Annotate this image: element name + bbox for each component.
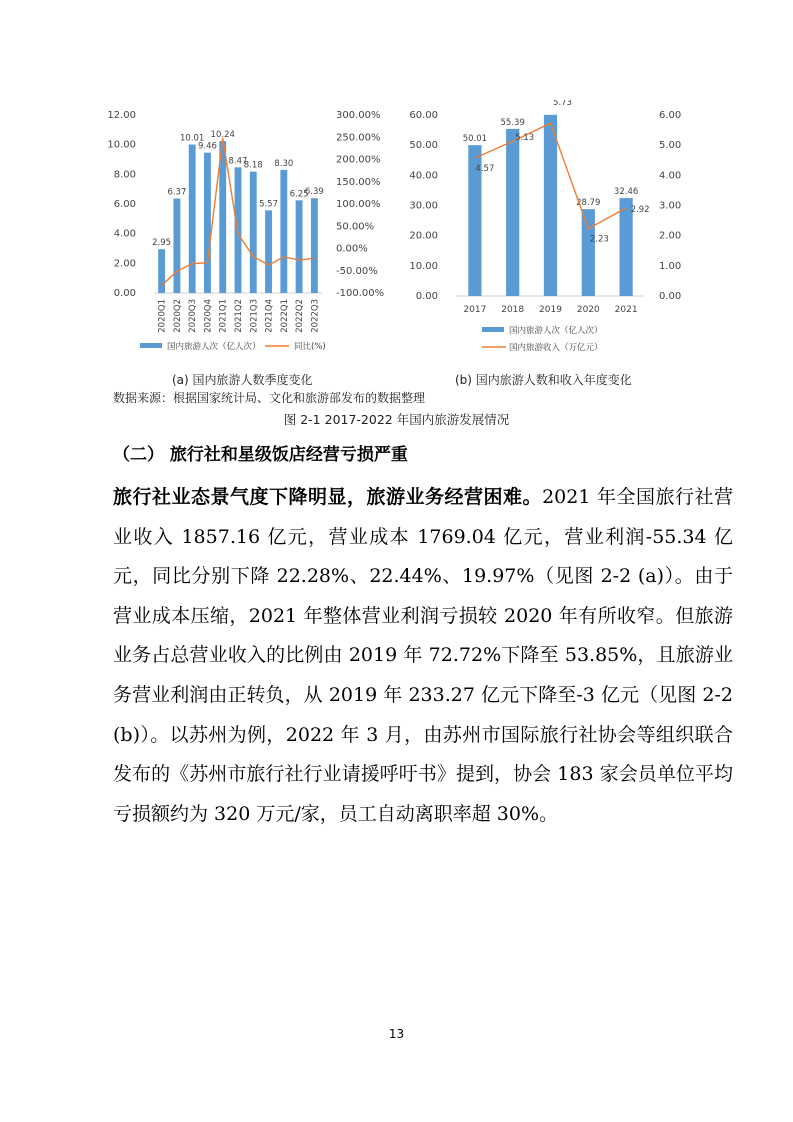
chart-a-legend-bar-swatch	[140, 343, 162, 348]
chart-a-left-tick: 8.00	[113, 169, 136, 181]
chart-a-bar	[173, 199, 180, 293]
chart-a-legend-line-label: 同比(%)	[294, 342, 326, 352]
chart-a-left-tick: 4.00	[113, 228, 136, 240]
chart-a-legend-bar-label: 国内旅游人次（亿人次）	[167, 342, 261, 352]
chart-b-line-label: 2.92	[630, 204, 650, 215]
chart-a-category-label: 2022Q3	[310, 299, 321, 333]
chart-b-left-tick: 30.00	[409, 200, 438, 212]
chart-a-bar-label: 8.18	[243, 160, 263, 171]
chart-a-bar	[189, 145, 196, 293]
chart-a-category-label: 2020Q4	[203, 299, 214, 333]
chart-a-right-tick: 0.00%	[336, 243, 368, 255]
chart-a-left-tick: 10.00	[107, 139, 136, 151]
chart-a-right-tick: 300.00%	[336, 110, 381, 121]
chart-a-right-tick: 250.00%	[336, 132, 381, 144]
chart-a-category-label: 2020Q3	[188, 299, 199, 333]
section-heading: （二） 旅行社和星级饭店经营亏损严重	[113, 445, 408, 465]
chart-b-legend-line-label: 国内旅游收入（万亿元）	[509, 343, 603, 353]
chart-a-right-tick: 50.00%	[336, 221, 375, 233]
chart-b-category-label: 2021	[614, 305, 638, 315]
chart-a-right-tick: -50.00%	[336, 265, 378, 277]
chart-a-bar-label: 8.30	[274, 158, 294, 169]
chart-b-bar	[582, 209, 595, 296]
page-number: 13	[388, 1027, 405, 1041]
chart-quarterly-svg	[100, 100, 400, 365]
chart-b-right-tick: 1.00	[659, 260, 682, 272]
chart-a-category-label: 2020Q2	[172, 299, 183, 333]
chart-a-bar-label: 10.01	[180, 133, 205, 144]
chart-a-right-tick: 150.00%	[336, 176, 381, 188]
chart-b-left-tick: 40.00	[409, 170, 438, 182]
chart-a-left-tick: 6.00	[113, 199, 136, 210]
chart-a-bar-label: 6.25	[289, 189, 309, 200]
figure-title: 图 2-1 2017-2022 年国内旅游发展情况	[283, 412, 510, 427]
chart-a-right-tick: -100.00%	[336, 288, 385, 299]
chart-a-category-label: 2022Q1	[279, 299, 290, 333]
chart-b-left-tick: 10.00	[409, 260, 438, 272]
caption-b: (b) 国内旅游人数和收入年度变化	[455, 373, 632, 387]
chart-a-bar-label: 6.37	[167, 187, 187, 198]
chart-b-line-label: 2.23	[589, 234, 609, 245]
chart-a-bar-label: 5.57	[259, 199, 279, 210]
chart-b-category-label: 2018	[501, 305, 525, 315]
chart-b-line-label: 5.73	[553, 100, 572, 109]
chart-annual-svg	[400, 100, 690, 365]
chart-a-bar-label: 6.39	[304, 187, 324, 198]
data-source: 数据来源：根据国家统计局、文化和旅游部发布的数据整理	[113, 391, 426, 405]
chart-a-left-tick: 0.00	[113, 288, 136, 299]
chart-a-right-tick: 200.00%	[336, 154, 381, 166]
chart-b-bar	[506, 129, 519, 296]
chart-a-category-label: 2021Q1	[218, 299, 229, 333]
chart-b-right-tick: 3.00	[659, 200, 682, 212]
paragraph-body: 2021 年全国旅行社营业收入 1857.16 亿元，营业成本 1769.04 亿元，营业利润-55.34 亿元，同比分别下降 22.28%、22.44%、19.97%（见图 2-2 (a)）。由于营业成本压缩，2021 年整体营业利润亏损较 2020 年有所收窄。但旅游业务占总营业收入的比例由 2019 年 72.72%下降至 53.85%，且旅游业务营业利润由正转负，从 2019 年 233.27 亿元下降至-3 亿元（见图 2-2 (b)）。以苏州为例，2022 年 3 月，由苏州市国际旅行社协会等组织联合发布的《苏州市旅行社行业请援呼吁书》提到，协会 183 家会员单位平均亏损额约为 320 万元/家，员工自动离职率超 30%。	[113, 486, 733, 825]
chart-a-category-label: 2022Q2	[295, 299, 306, 333]
chart-b-bar-label: 55.39	[500, 117, 525, 128]
chart-a-bar	[158, 249, 165, 293]
chart-a-bar	[265, 210, 272, 293]
chart-b-bar-label: 28.79	[576, 198, 601, 209]
chart-b-left-tick: 60.00	[409, 110, 438, 121]
chart-b-category-label: 2017	[463, 305, 487, 315]
chart-b-right-tick: 6.00	[659, 110, 682, 121]
chart-a-bar	[219, 141, 226, 293]
caption-a: (a) 国内旅游人数季度变化	[172, 373, 313, 387]
chart-a-left-tick: 2.00	[113, 258, 136, 270]
chart-a-bar	[280, 170, 287, 293]
paragraph-lead: 旅行社业态景气度下降明显，旅游业务经营困难。	[113, 486, 543, 508]
chart-b-left-tick: 50.00	[409, 140, 438, 152]
chart-a-left-tick: 12.00	[107, 110, 136, 121]
chart-b-legend-bar-label: 国内旅游人次（亿人次）	[509, 326, 603, 336]
chart-a-bar	[250, 172, 257, 293]
chart-a-bar-label: 10.24	[210, 130, 235, 141]
chart-annual	[400, 100, 690, 369]
chart-b-line-label: 4.57	[475, 164, 495, 175]
chart-a-category-label: 2020Q1	[157, 299, 168, 333]
chart-a-bar	[311, 198, 318, 293]
chart-a-bar-label: 8.47	[228, 156, 248, 167]
chart-a-bar-label: 9.46	[197, 141, 217, 152]
chart-b-line-label: 5.13	[515, 133, 535, 144]
chart-b-right-tick: 2.00	[659, 230, 682, 242]
chart-a-bar	[296, 200, 303, 293]
chart-b-right-tick: 4.00	[659, 170, 682, 182]
chart-b-bar	[544, 115, 557, 296]
chart-b-category-label: 2019	[539, 305, 562, 315]
chart-b-bar-label: 50.01	[462, 134, 488, 145]
chart-a-bar	[204, 153, 211, 293]
chart-a-bar-label: 2.95	[152, 238, 172, 249]
chart-b-right-tick: 0.00	[659, 291, 682, 302]
chart-a-right-tick: 100.00%	[336, 199, 381, 210]
chart-b-left-tick: 0.00	[415, 291, 438, 302]
chart-quarterly	[100, 100, 400, 369]
chart-a-category-label: 2021Q2	[234, 299, 244, 333]
chart-a-category-label: 2021Q3	[249, 299, 260, 333]
body-paragraph	[113, 478, 733, 834]
chart-a-category-label: 2021Q4	[264, 299, 275, 333]
chart-b-legend-bar-swatch	[482, 327, 504, 332]
chart-b-category-label: 2020	[576, 305, 600, 315]
chart-b-right-tick: 5.00	[659, 140, 682, 152]
chart-b-left-tick: 20.00	[409, 230, 438, 242]
chart-b-bar-label: 32.46	[613, 187, 639, 198]
